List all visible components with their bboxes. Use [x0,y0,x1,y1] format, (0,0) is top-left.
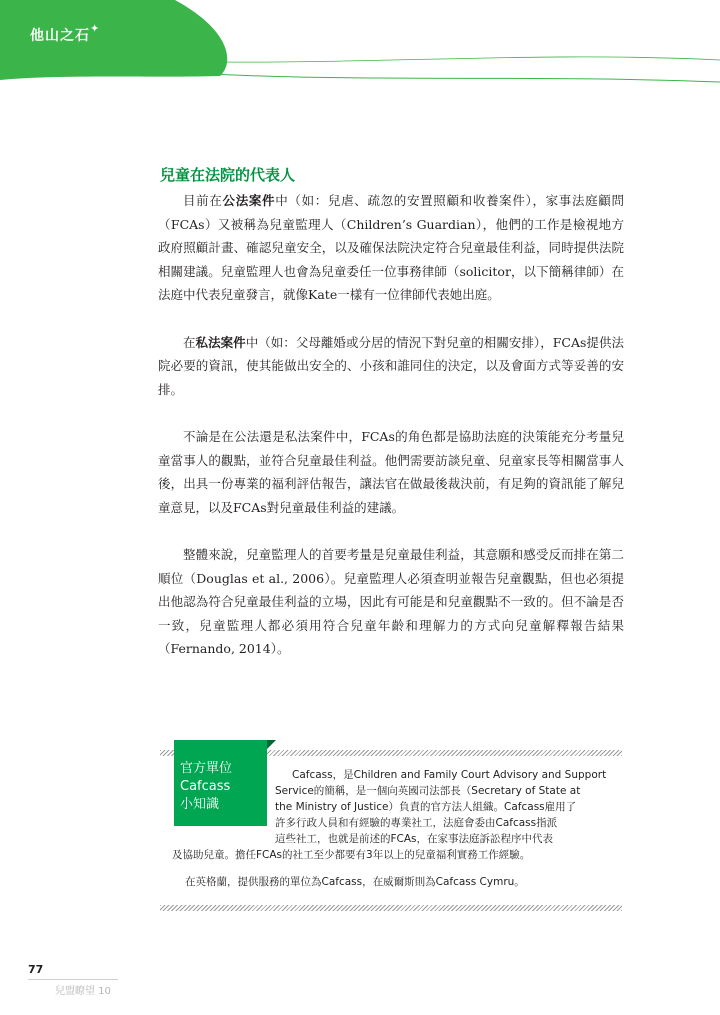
section-title: 他山之石 [30,28,90,44]
page-number: 77 [28,963,44,976]
article-body [158,189,624,685]
tag-title-line: Cafcass [180,779,231,794]
section-banner [0,0,720,90]
info-note: 在英格蘭，提供服務的單位為Cafcass，在威爾斯則為Cafcass Cymru。 [185,876,525,888]
info-text-line: 及協助兒童。擔任FCAs的社工至少都要有3年以上的兒童福利實務工作經驗。 [172,849,531,861]
paragraph-role: 不論是在公法還是私法案件中，FCAs的角色都是協助法庭的決策能充分考量兒童當事人的觀點，並符合兒童最佳利益。他們需要訪談兒童、兒童家長等相關當事人後，出具一份專業的福利評估報告，讓法官在做最後裁決前，有足夠的資訊能了解兒童意見，以及FCAs對兒童最佳利益的建議。 [158,429,624,515]
paragraph-private-law: 在私法案件中（如：父母離婚或分居的情況下對兒童的相關安排），FCAs提供法院必要的資訊，使其能做出安全的、小孩和誰同住的決定，以及會面方式等妥善的安排。 [158,334,624,397]
info-box [160,740,622,915]
paragraph-public-law: 目前在公法案件中（如：兒虐、疏忽的安置照顧和收養案件），家事法庭顧問（FCAs）又被稱為兒童監理人（Children’s Guardian），他們的工作是檢視地方政府照顧計畫、確認兒童安全，以及確保法院決定符合兒童最佳利益，同時提供法院相關建議。兒童監理人也會為兒童委任一位事務律師（solicitor，以下簡稱律師）在法庭中代表兒童發言，就像Kate一樣有一位律師代表她出庭。 [158,193,624,302]
info-text-line: 許多行政人員和有經驗的專業社工，法庭會委由Cafcass指派 [275,817,558,829]
tag-title-line: 小知識 [180,797,220,812]
hatched-divider-bottom [160,905,622,911]
star-icon: ✦ [90,22,100,35]
paragraph-summary: 整體來說，兒童監理人的首要考量是兒童最佳利益，其意願和感受反而排在第二順位（Douglas et al., 2006）。兒童監理人必須查明並報告兒童觀點，但也必須提出他認為符合兒童最佳利益的立場，因此有可能是和兒童觀點不一致的。但不論是否一致，兒童監理人都必須用符合兒童年齡和理解力的方式向兒童解釋報告結果（Fernando, 2014）。 [158,547,624,656]
info-text-line: 這些社工，也就是前述的FCAs，在家事法庭訴訟程序中代表 [275,833,554,845]
tag-title-line: 官方單位 [180,761,233,776]
info-text-line: Cafcass，是Children and Family Court Advisory and Support [292,769,607,781]
bold-term: 公法案件 [222,193,276,208]
info-text-line: the Ministry of Justice）負責的官方法人組織。Cafcass雇用了 [275,801,577,813]
footer-divider [28,979,118,980]
publication-name: 兒盟瞭望 10 [55,986,111,997]
info-text-line: Service的簡稱，是一個向英國司法部長（Secretary of State at [275,785,581,797]
bold-term: 私法案件 [195,334,246,350]
article-heading: 兒童在法院的代表人 [160,166,296,184]
banner-swoosh-line [150,70,720,82]
tag-fold-corner [267,740,276,749]
